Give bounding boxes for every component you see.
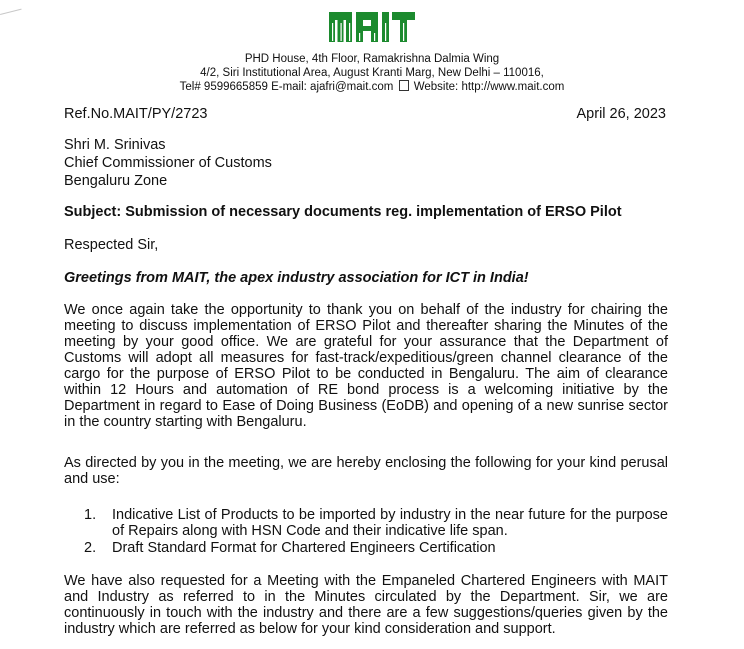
list-item-text: Draft Standard Format for Chartered Engineers Certification: [112, 540, 496, 556]
letterhead-address: [0, 52, 744, 94]
list-item: [84, 507, 668, 539]
mait-logo-mark: [327, 8, 417, 46]
addressee-title: Chief Commissioner of Customs: [64, 155, 272, 171]
addressee-zone: Bengaluru Zone: [64, 173, 168, 189]
subject-line: Subject: Submission of necessary documents reg. implementation of ERSO Pilot: [64, 204, 622, 220]
list-item: [84, 540, 668, 556]
letter-date: April 26, 2023: [576, 106, 666, 122]
contact-line: [0, 80, 744, 94]
body-paragraph-2: As directed by you in the meeting, we are hereby enclosing the following for your kind perusal and use:: [64, 455, 668, 487]
list-item-text: Indicative List of Products to be imported by industry in the near future for the purpose of Repairs along with HSN Code and their indicative life span.: [112, 507, 668, 539]
body-paragraph-3: We have also requested for a Meeting with the Empaneled Chartered Engineers with MAIT and Industry as referred to in the Minutes circulated by the Department. Sir, we are continuously in touch with the industry and there are a few suggestions/queries given by the industry which are referred as below for your kind consideration and support.: [64, 573, 668, 637]
salutation: Respected Sir,: [64, 237, 159, 253]
list-item-number: 2.: [84, 540, 97, 556]
contact-tel-email: Tel# 9599665859 E-mail: ajafri@mait.com: [179, 81, 394, 93]
reference-number: Ref.No.MAIT/PY/2723: [64, 106, 208, 122]
addressee-name: Shri M. Srinivas: [64, 137, 166, 153]
address-line-2: 4/2, Siri Institutional Area, August Kranti Marg, New Delhi – 110016,: [200, 67, 544, 79]
enclosure-list: [84, 507, 668, 556]
list-item-number: 1.: [84, 507, 97, 523]
greeting-line: Greetings from MAIT, the apex industry association for ICT in India!: [64, 270, 529, 286]
contact-website: Website: http://www.mait.com: [413, 81, 565, 93]
addressee-block: [64, 136, 272, 190]
address-line-1: PHD House, 4th Floor, Ramakrishna Dalmia Wing: [244, 53, 500, 65]
body-paragraph-1: We once again take the opportunity to thank you on behalf of the industry for chairing the meeting to discuss implementation of ERSO Pilot and thereafter sharing the Minutes of the meeting by your good office. We are grateful for your assurance that the Department of Customs will adopt all measures for fast-track/expeditious/green channel clearance of the cargo for the purpose of ERSO Pilot to be conducted in Bengaluru. The aim of clearance within 12 Hours and automation of RE bond process is a welcoming initiative by the Department in regard to Ease of Doing Business (EoDB) and opening of a new sunrise sector in the country starting with Bengaluru.: [64, 302, 668, 430]
mait-logo: [0, 8, 744, 51]
bullet-box-icon: [399, 80, 409, 91]
